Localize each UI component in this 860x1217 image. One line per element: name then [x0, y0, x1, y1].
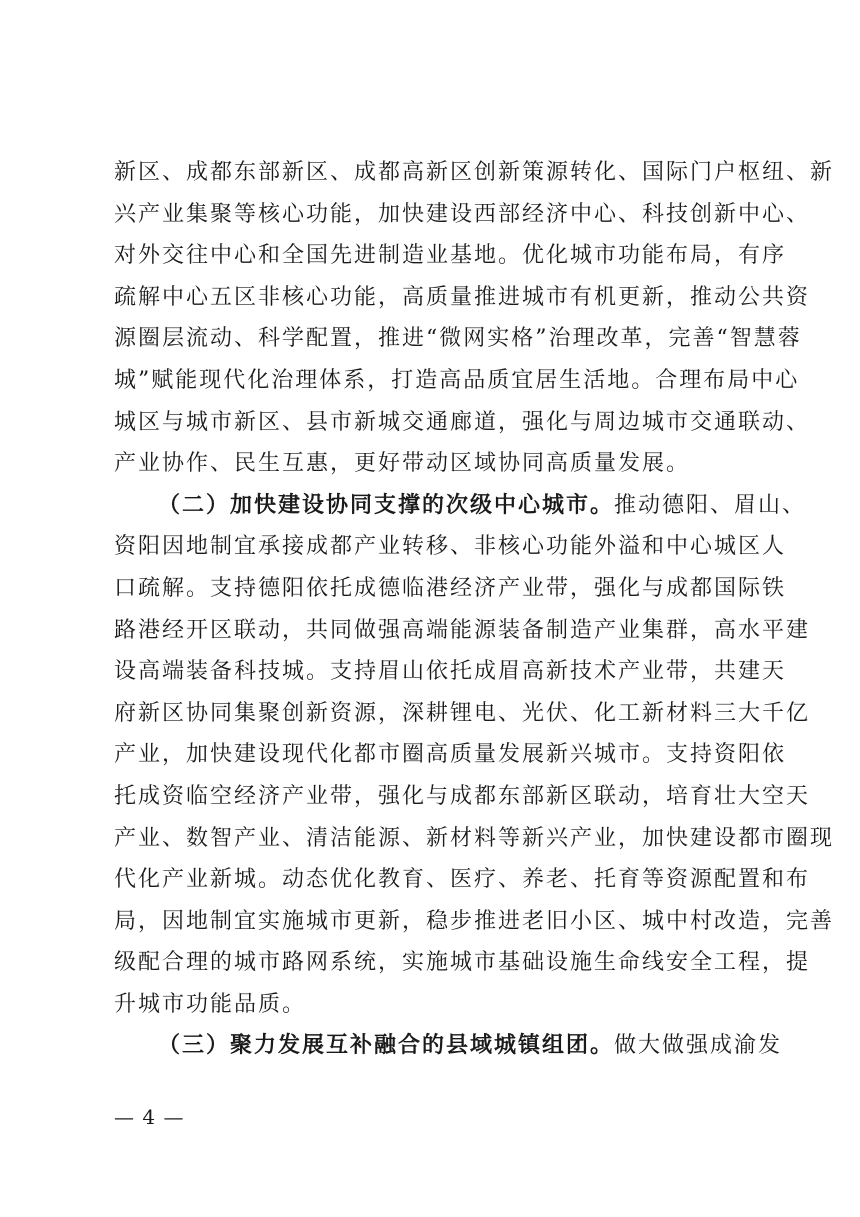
- text-line: 产业，加快建设现代化都市圈高质量发展新兴城市。支持资阳依: [114, 742, 787, 768]
- text-line: 新区、成都东部新区、成都高新区创新策源转化、国际门户枢纽、新: [114, 160, 835, 185]
- section-heading-line: [114, 1025, 783, 1067]
- text-line: 疏解中心五区非核心功能，高质量推进城市有机更新，推动公共资: [114, 284, 811, 310]
- section-heading: （二）加快建设协同支撑的次级中心城市。: [158, 491, 615, 518]
- text-line: 局，因地制宜实施城市更新，稳步推进老旧小区、城中村改造，完善: [114, 908, 835, 934]
- text-span: 推动德阳、眉山、: [614, 492, 807, 518]
- text-line: 资阳因地制宜承接成都产业转移、非核心功能外溢和中心城区人: [114, 534, 787, 560]
- text-line: 托成资临空经济产业带，强化与成都东部新区联动，培育壮大空天: [114, 783, 811, 809]
- text-line: 路港经开区联动，共同做强高端能源装备制造产业集群，高水平建: [114, 617, 811, 643]
- text-line: 产业协作、民生互惠，更好带动区域协同高质量发展。: [114, 451, 691, 477]
- text-line: 城”赋能现代化治理体系，打造高品质宜居生活地。合理布局中心: [114, 367, 800, 393]
- text-line: 城区与城市新区、县市新城交通廊道，强化与周边城市交通联动、: [114, 409, 811, 435]
- text-line: 府新区协同集聚创新资源，深耕锂电、光伏、化工新材料三大千亿: [114, 700, 811, 726]
- text-line: 设高端装备科技城。支持眉山依托成眉高新技术产业带，共建天: [114, 659, 787, 685]
- text-line: 升城市功能品质。: [114, 991, 307, 1017]
- text-line: 级配合理的城市路网系统，实施城市基础设施生命线安全工程，提: [114, 950, 811, 976]
- body-text: [114, 152, 835, 1067]
- section-heading: （三）聚力发展互补融合的县域城镇组团。: [158, 1032, 615, 1059]
- text-line: 口疏解。支持德阳依托成德临港经济产业带，强化与成都国际铁: [114, 575, 787, 601]
- text-line: 对外交往中心和全国先进制造业基地。优化城市功能布局，有序: [114, 243, 787, 269]
- text-line: 产业、数智产业、清洁能源、新材料等新兴产业，加快建设都市圈现: [114, 825, 835, 851]
- text-line: 兴产业集聚等核心功能，加快建设西部经济中心、科技创新中心、: [114, 201, 811, 227]
- section-heading-line: [114, 485, 807, 527]
- text-span: 做大做强成渝发: [614, 1033, 783, 1059]
- text-line: 源圈层流动、科学配置，推进“微网实格”治理改革，完善“智慧蓉: [114, 326, 802, 352]
- text-line: 代化产业新城。动态优化教育、医疗、养老、托育等资源配置和布: [114, 867, 811, 893]
- page-number: — 4 —: [114, 1105, 185, 1129]
